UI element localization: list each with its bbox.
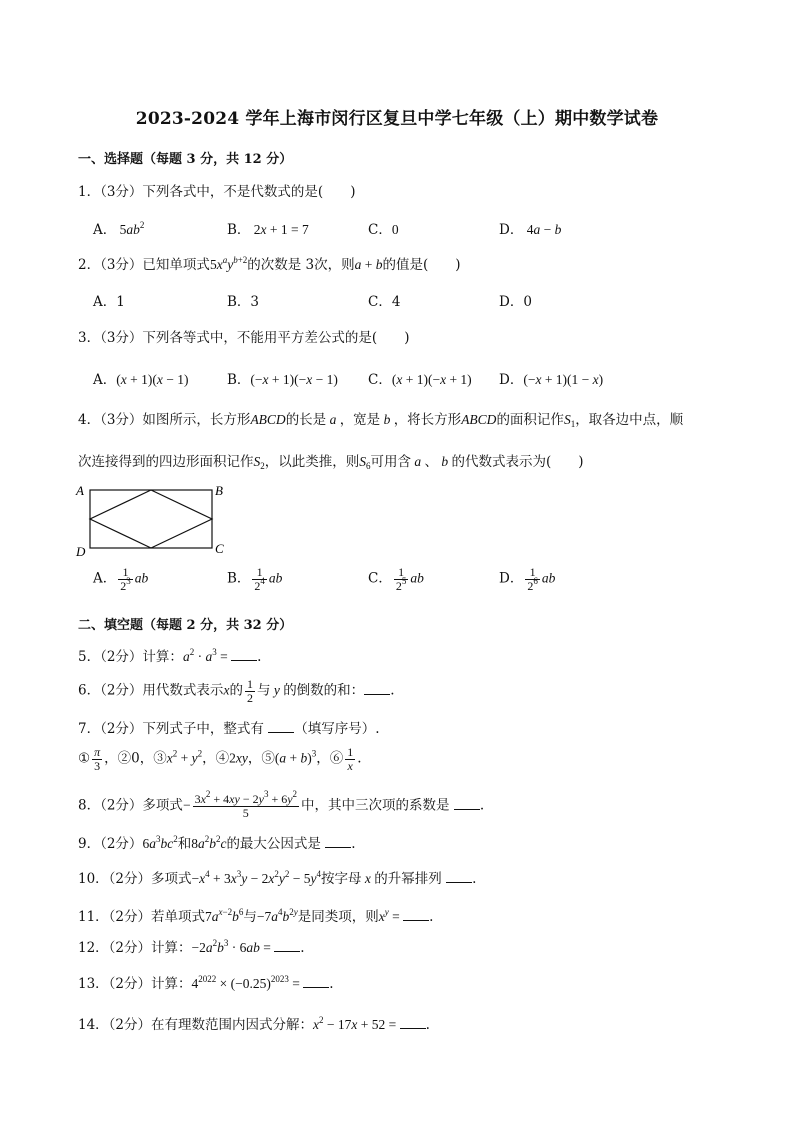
q1-option-c: C．0 xyxy=(368,222,399,238)
vertex-label-d: D xyxy=(76,544,86,559)
answer-blank[interactable] xyxy=(303,975,329,988)
page-title: 2023-2024 学年上海市闵行区复旦中学七年级（上）期中数学试卷 xyxy=(135,109,659,129)
question-5: 5．（2分）计算：$a^2 \cdot a^3$ = . xyxy=(78,647,262,665)
question-13: 13．（2分）计算：$4^{2022} \times (-0.25)^{2023}$ = . xyxy=(78,974,334,992)
q4-option-b: B． $\frac{1}{2^4}$ ab xyxy=(227,565,283,593)
question-8: 8．（2分）多项式− $\frac{3x^2 + 4xy - 2y^3 + 6y^2}{5}$ 中，其中三次项的系数是 . xyxy=(78,789,485,820)
q3-option-a: A．(x + 1)(x − 1) xyxy=(93,372,189,388)
question-7-stem: 7．（2分）下列式子中，整式有 （填写序号）. xyxy=(78,721,380,737)
question-12: 12．（2分）计算：$-2a^2b^3 \cdot 6ab$ = . xyxy=(78,938,305,956)
q1-option-d: D． 4a − b xyxy=(499,222,562,238)
answer-blank[interactable] xyxy=(454,797,480,810)
q4-option-c: C． $\frac{1}{2^5}$ ab xyxy=(368,565,424,593)
answer-blank[interactable] xyxy=(364,682,390,695)
question-1-stem: 1．（3分）下列各式中，不是代数式的是( ) xyxy=(78,184,356,200)
answer-blank[interactable] xyxy=(274,939,300,952)
q2-option-d: D．0 xyxy=(499,294,532,310)
q3-option-d: D．(−x + 1)(1 − x) xyxy=(499,372,604,388)
section-heading-choice: 一、选择题（每题 3 分，共 12 分） xyxy=(78,152,293,167)
q1-option-b: B． 2x + 1 = 7 xyxy=(227,222,309,238)
q2-option-c: C．4 xyxy=(368,294,401,310)
question-2-stem: 2．（3分）已知单项式$5x^ay^{b+2}$的次数是 3次，则a + b的值是( ) xyxy=(78,255,461,273)
answer-blank[interactable] xyxy=(231,648,257,661)
rectangle-figure xyxy=(74,482,234,564)
question-6: 6．（2分）用代数式表示x的 $\frac{1}{2}$ 与 y 的倒数的和： . xyxy=(78,677,395,705)
answer-blank[interactable] xyxy=(400,1016,426,1029)
vertex-label-a: A xyxy=(76,483,84,498)
q1-option-a: A． $5ab^2$ xyxy=(93,220,145,238)
q4-option-d: D． $\frac{1}{2^6}$ ab xyxy=(499,565,556,593)
q2-option-a: A．1 xyxy=(93,294,125,310)
vertex-label-b: B xyxy=(215,483,223,498)
question-9: 9．（2分）$6a^3bc^2$和$8a^2b^2c$的最大公因式是 . xyxy=(78,834,356,852)
question-4-line-2: 次连接得到的四边形面积记作$S_2$，以此类推，则$S_6$可用含 a 、 b 的代数式表示为( ) xyxy=(78,454,584,471)
q3-option-c: C．(x + 1)(−x + 1) xyxy=(368,372,472,388)
question-14: 14．（2分）在有理数范围内因式分解：$x^2 - 17x + 52$ = . xyxy=(78,1015,430,1033)
q3-option-b: B．(−x + 1)(−x − 1) xyxy=(227,372,338,388)
vertex-label-c: C xyxy=(215,541,224,556)
answer-blank[interactable] xyxy=(446,870,472,883)
q4-option-a: A． $\frac{1}{2^3}$ ab xyxy=(93,565,149,593)
question-7-items: ① $\frac{\pi}{3}$ ，②0，$③x^2 + y^2$，④2xy，⑤(a + b)$^3$，⑥ $\frac{1}{x}$ . xyxy=(78,745,362,773)
rectangle-abcd xyxy=(90,490,212,548)
question-10: 10．（2分）多项式$-x^4 + 3x^3y - 2x^2y^2 - 5y^4$按字母 x 的升幂排列 . xyxy=(78,869,477,887)
question-3-stem: 3．（3分）下列各等式中，不能用平方差公式的是( ) xyxy=(78,330,410,346)
inner-rhombus xyxy=(90,490,212,548)
answer-blank[interactable] xyxy=(325,835,351,848)
question-4-line-1: 4．（3分）如图所示，长方形ABCD的长是 a ，宽是 b ，将长方形ABCD的面积记作$S_1$，取各边中点，顺 xyxy=(78,412,684,429)
answer-blank[interactable] xyxy=(268,720,294,733)
question-11: 11．（2分）若单项式$7a^{x-2}b^6$与$-7a^4b^{2y}$是同类项，则$x^y$ = . xyxy=(78,907,434,925)
q2-option-b: B．3 xyxy=(227,294,260,310)
answer-blank[interactable] xyxy=(403,908,429,921)
section-heading-fill: 二、填空题（每题 2 分，共 32 分） xyxy=(78,618,293,633)
